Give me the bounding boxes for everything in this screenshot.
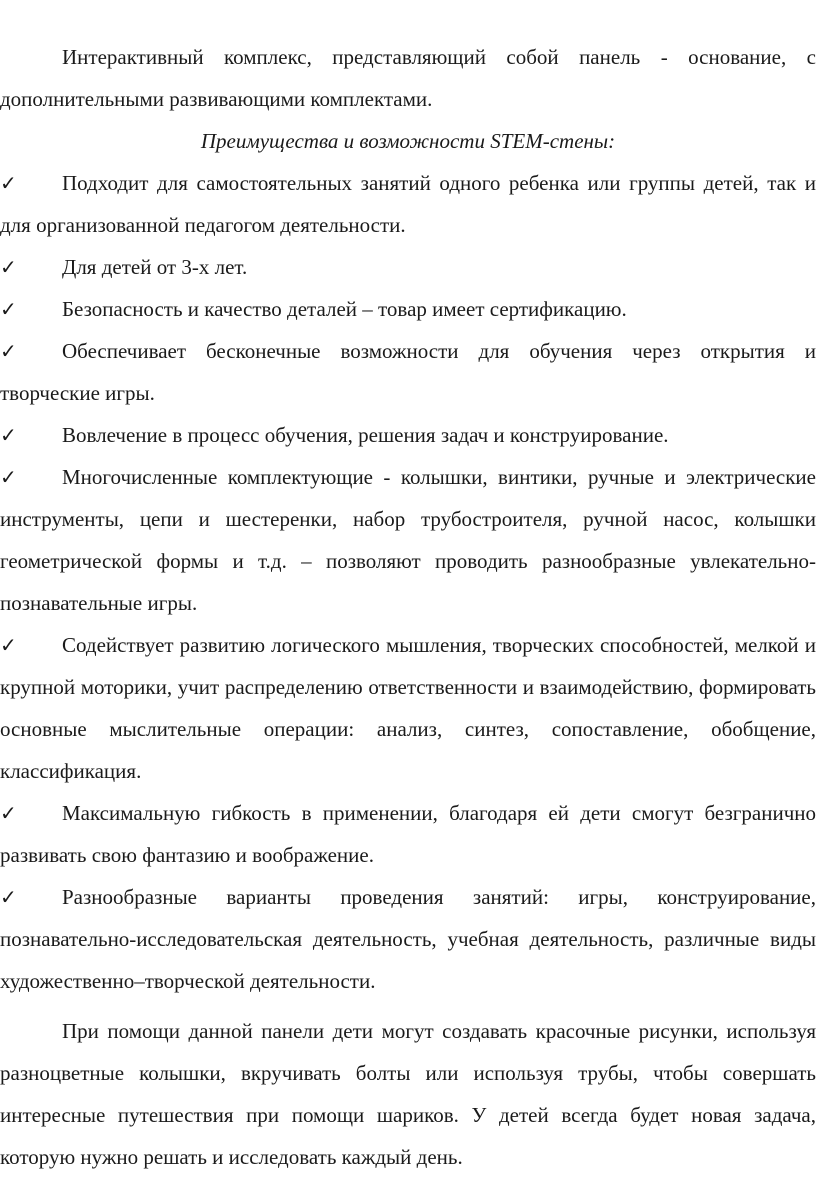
bullet-item [0,288,816,330]
checkmark-icon: ✓ [0,885,17,909]
bullet-item [0,246,816,288]
bullet-item [0,414,816,456]
checkmark-icon: ✓ [0,171,17,195]
bullet-text: Максимальную гибкость в применении, благодаря ей дети смогут безгранично развивать свою фантазию и воображение. [0,801,816,867]
bullet-text: Для детей от 3-х лет. [62,255,248,279]
bullet-text: Обеспечивает бесконечные возможности для обучения через открытия и творческие игры. [0,339,816,405]
bullet-item [0,624,816,792]
bullet-item [0,162,816,246]
bullet-item [0,330,816,414]
checkmark-icon: ✓ [0,339,17,363]
intro-paragraph: Интерактивный комплекс, представляющий собой панель - основание, с дополнительными развивающими комплектами. [0,45,816,111]
bullet-item [0,792,816,876]
bullet-text: Подходит для самостоятельных занятий одного ребенка или группы детей, так и для организованной педагогом деятельности. [0,171,816,237]
checkmark-icon: ✓ [0,423,17,447]
checkmark-icon: ✓ [0,255,17,279]
checkmark-icon: ✓ [0,633,17,657]
bullet-item [0,876,816,1002]
bullet-text: Вовлечение в процесс обучения, решения задач и конструирование. [62,423,669,447]
checkmark-icon: ✓ [0,297,17,321]
checkmark-icon: ✓ [0,465,17,489]
checkmark-icon: ✓ [0,801,17,825]
bullet-text: Разнообразные варианты проведения занятий: игры, конструирование, познавательно-исследовательская деятельность, учебная деятельность, различные виды художественно–творческой деятельности. [0,885,816,993]
section-subtitle: Преимущества и возможности STEM-стены: [200,129,616,153]
closing-paragraph: При помощи данной панели дети могут создавать красочные рисунки, используя разноцветные колышки, вкручивать болты или используя трубы, чтобы совершать интересные путешествия при помощи шариков. У детей всегда будет новая задача, которую нужно решать и исследовать каждый день. [0,1019,816,1169]
document-page [0,36,816,1178]
bullet-text: Многочисленные комплектующие - колышки, винтики, ручные и электрические инструменты, цепи и шестеренки, набор трубостроителя, ручной насос, колышки геометрической формы и т.д. – позволяют проводить разнообразные увлекательно-познавательные игры. [0,465,816,615]
bullet-text: Содействует развитию логического мышления, творческих способностей, мелкой и крупной моторики, учит распределению ответственности и взаимодействию, формировать основные мыслительные операции: анализ, синтез, сопоставление, обобщение, классификация. [0,633,816,783]
bullet-item [0,456,816,624]
bullet-text: Безопасность и качество деталей – товар имеет сертификацию. [62,297,627,321]
